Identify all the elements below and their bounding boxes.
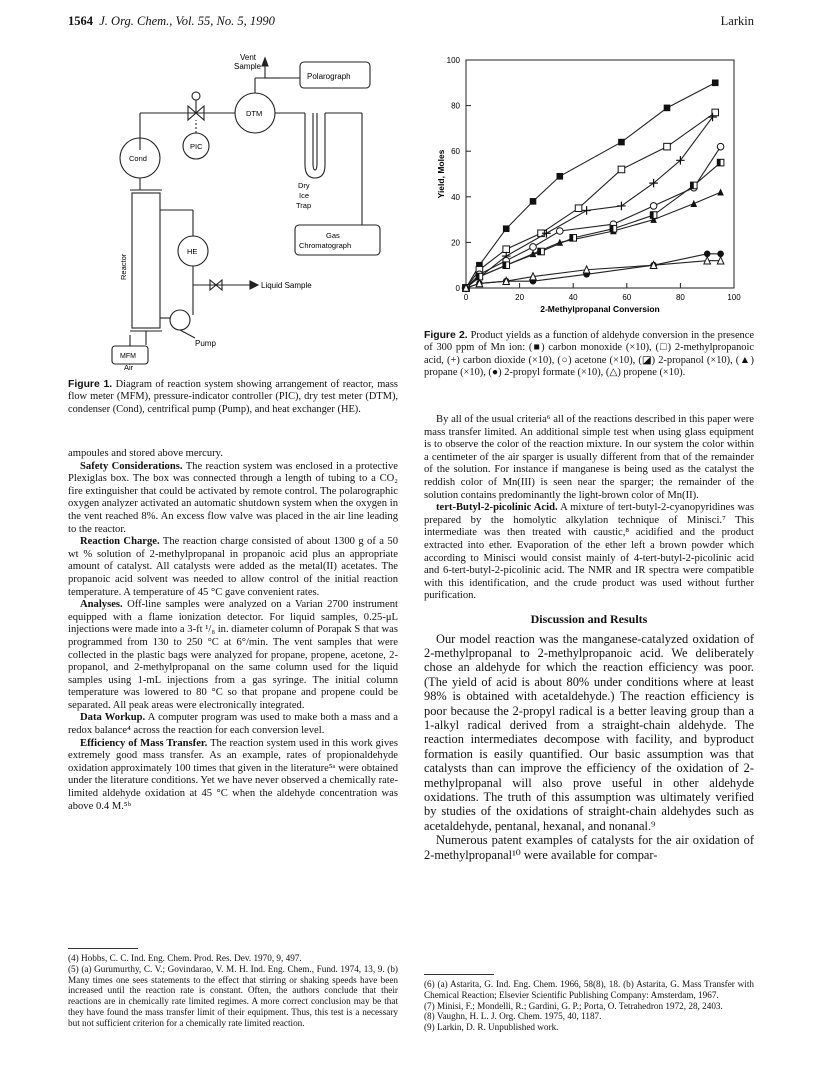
x-tick-label: 40 (568, 293, 578, 302)
label-reactor: Reactor (119, 253, 128, 280)
x-tick-label: 20 (515, 293, 525, 302)
x-tick-label: 100 (727, 293, 741, 302)
data-point (503, 262, 506, 269)
x-tick-label: 60 (622, 293, 632, 302)
paragraph: Off-line samples were analyzed on a Varian 2700 instrument equipped with a flame ionization detector. For liquid samples, 0.25-μL injections were made into a 3-ft ¹/₈ in. diameter column of Porapak S that was programmed from 130 to 250 °C at 6°/min. The vent samples that were collected in the plastic bags were analyzed for propane, propene, acetone, 2-propanol, and 2-methylpropanal on the same column used for the liquid samples using 1-mL injections from a gas syringe. The initial column temperature was lowered to 80 °C so that propane and propene could be separated. All peak areas were electronically integrated. (68, 599, 398, 711)
label-liquid-sample: Liquid Sample (261, 281, 312, 290)
y-tick-label: 80 (451, 101, 460, 111)
author-header: Larkin (720, 14, 754, 28)
y-tick-label: 60 (451, 147, 460, 157)
footnote: (8) Vaughn, H. L. J. Org. Chem. 1975, 40, 1187. (424, 1011, 602, 1022)
label-dtm: DTM (246, 109, 263, 118)
right-column-body (424, 414, 754, 862)
data-point (664, 105, 671, 112)
data-point (557, 173, 564, 180)
figure1-caption (68, 379, 398, 416)
data-point (503, 225, 510, 232)
data-point (610, 225, 613, 232)
data-point (530, 198, 537, 205)
label-cond: Cond (129, 154, 147, 163)
x-tick-label: 0 (463, 293, 469, 302)
data-point (664, 143, 671, 150)
data-point (618, 166, 625, 173)
label-pump: Pump (195, 339, 216, 348)
paragraph: The reaction charge consisted of about 1300 g of a 50 wt % solution of 2-methylpropanal in propanoic acid plus an appropriate amount of catalyst. All catalysts were added as the metal(II) acetates. The propanoic acid solvent was needed to allow control of the initial reaction temperature. A temperature of 45 °C gave convenient rates. (68, 536, 398, 598)
footnote-rule (424, 974, 494, 975)
label-pic: PIC (190, 142, 203, 151)
paragraph: The reaction system used in this work gives extremely good mass transfer. As an example, rates of propionaldehyde oxidation approximately 100 times that given in the literature⁵ᵃ were obtained under the literature conditions. Yet we have never observed a chemically rate-limited aldehyde oxidation at 45 °C when the aldehyde concentration was above 0.4 M.⁵ᵇ (68, 737, 398, 812)
data-point (476, 273, 479, 280)
label-dry: Dry (298, 181, 310, 190)
data-point (712, 80, 719, 87)
data-point (650, 203, 657, 210)
run-in-heading: Reaction Charge. (80, 536, 160, 548)
footnote: (6) (a) Astarita, G. Ind. Eng. Chem. 1966, 58(8), 18. (b) Astarita, G. Mass Transfer with Chemical Reaction; Elsevier Scientific Publishing Company: Amsterdam, 1967. (424, 979, 754, 1000)
y-tick-label: 20 (451, 238, 460, 248)
x-axis-label: 2-Methylpropanal Conversion (540, 304, 660, 314)
run-in-heading: Safety Considerations. (80, 460, 183, 472)
paragraph: Numerous patent examples of catalysts for the air oxidation of 2-methylpropanal¹⁰ were available for compar- (424, 833, 754, 862)
data-point (538, 248, 541, 255)
figure2-caption (424, 330, 754, 380)
figure2-caption-text: Product yields as a function of aldehyde conversion in the presence of 300 ppm of Mn ion: (■) carbon monoxide (×10), (□) 2-methylpropanoic acid, (+) carbon dioxide (×10), (○) acetone (×10), (◪) 2-propanol (×10), (▲) propane (×10), (●) 2-propyl formate (×10), (△) propene (×10). (424, 330, 754, 379)
label-polarograph: Polarograph (307, 72, 351, 81)
label-chromatograph: Chromatograph (299, 241, 352, 250)
run-in-heading: Efficiency of Mass Transfer. (80, 737, 208, 749)
data-point (570, 235, 573, 242)
label-sample: Sample (234, 62, 262, 71)
page-number: 1564 (68, 14, 93, 28)
paragraph: The reaction system was enclosed in a protective Plexiglas box. The box was connected through a length of tubing to a CO₂ fire extinguisher that could be activated by remote control. The polarographic oxygen analyzer activated an automatic shutdown system when the oxygen in the vent reached 8%. An excess flow valve was placed in the air line leading to the reactor. (68, 460, 398, 535)
label-trap: Trap (296, 201, 312, 210)
footnote: (7) Minisi, F.; Mondelli, R.; Gardini, G. P.; Porta, O. Tetrahedron 1972, 28, 2403. (424, 1000, 723, 1011)
paragraph: A computer program was used to make both a mass and a redox balance⁴ across the reaction for each conversion level. (68, 712, 398, 737)
data-point (618, 139, 625, 146)
label-he: HE (187, 247, 198, 256)
label-mfm: MFM (120, 353, 136, 360)
y-axis-label: Yield, Moles (436, 149, 446, 199)
figure1-diagram (100, 50, 390, 370)
paragraph: By all of the usual criteria⁶ all of the reactions described in this paper were mass transfer limited. An additional simple test when using glass equipment is to observe the color of the reaction mixture. In our system the color within a centimeter of the air sparger is usually different from that of the remainder of the solution. For instance if manganese is being used as the catalyst the reddish color of Mn(III) is seen near the sparger; the remainder of the solution contains predominantly the light-brown color of Mn(II). (424, 414, 754, 501)
left-column-body (68, 448, 398, 813)
data-point (530, 244, 537, 251)
paragraph: Our model reaction was the manganese-catalyzed oxidation of 2-methylpropanal to 2-methylpropanoic acid. We deliberately chose an aldehyde for which the reaction efficiency was poor. (The yield of acid is about 80% under conditions where at least 98% is obtained with acetaldehyde.) The reaction efficiency is poor because the 2-propyl radical is a better leaving group than a 1-alkyl radical derived from a straight-chain aldehyde. The reaction intermediates decompose with facility, and byproduct formation is easily quantified. Our basic assumption was that catalysts than can improve the efficiency of the oxidation of 2-methylpropanal will also prove useful in other aldehyde oxidations. The truth of this assumption was ultimately verified by studies of the oxidations of straight-chain aldehydes such as acetaldehyde, pentanal, hexanal, and nonanal.⁹ (424, 631, 754, 833)
figure2-caption-label: Figure 2. (424, 330, 468, 341)
paragraph: ampoules and stored above mercury. (68, 448, 223, 459)
label-gas: Gas (326, 231, 340, 240)
left-footnotes (68, 948, 398, 1029)
label-vent: Vent (240, 53, 257, 62)
figure1-caption-text: Diagram of reaction system showing arrangement of reactor, mass flow meter (MFM), pressure-indicator controller (PIC), dry test meter (DTM), condenser (Cond), centrifical pump (Pump), and heat exchanger (HE). (68, 379, 398, 415)
run-in-heading: tert-Butyl-2-picolinic Acid. (436, 502, 558, 514)
y-tick-label: 40 (451, 192, 460, 202)
data-point (650, 212, 653, 219)
data-point (717, 188, 724, 195)
running-header (68, 14, 275, 29)
footnote: (4) Hobbs, C. C. Ind. Eng. Chem. Prod. Res. Dev. 1970, 9, 497. (68, 953, 302, 963)
footnote: (5) (a) Gurumurthy, C. V.; Govindarao, V. M. H. Ind. Eng. Chem., Fund. 1974, 13, 9. (b) Many times one sees statements to the effect that stirring or shaking speeds have been increased until the reaction rate is constant. Often, the authors conclude that their reactions are in chemically rate limited regimes. A more correct conclusion may be that they have found the mass transfer limit of their equipment. Thus, this test is a necessary but not sufficient criterion for a chemically rate limited reaction. (68, 963, 398, 1028)
footnote: (9) Larkin, D. R. Unpublished work. (424, 1022, 559, 1033)
data-point (717, 159, 720, 166)
run-in-heading: Data Workup. (80, 712, 146, 724)
journal-citation: J. Org. Chem., Vol. 55, No. 5, 1990 (99, 14, 275, 28)
figure2-chart (424, 46, 754, 326)
footnote-rule (68, 948, 138, 949)
paragraph: A mixture of tert-butyl-2-cyanopyridines was prepared by the homolytic alkylation technique of Minisci.⁷ This intermediate was then treated with caustic,⁸ acidified and the product extracted into ether. Evaporation of the ether left a brown powder which according to Minisci would consist mainly of 4-tert-butyl-2-picolinic acid and 6-tert-butyl-2-picolinic acid. The NMR and IR spectra were compatible with this identification, and the crude product was used without further purification. (424, 502, 754, 602)
data-point (503, 246, 510, 253)
run-in-heading: Analyses. (80, 599, 123, 611)
label-ice: Ice (299, 191, 310, 200)
section-heading: Discussion and Results (530, 611, 648, 626)
y-tick-label: 100 (446, 56, 460, 65)
x-tick-label: 80 (675, 293, 685, 302)
label-air: Air (124, 363, 134, 370)
data-point (575, 205, 582, 212)
data-point (691, 200, 698, 207)
data-point (582, 206, 591, 215)
data-point (617, 202, 626, 211)
data-point (691, 182, 694, 189)
data-point (557, 228, 564, 235)
series-line (466, 83, 715, 288)
data-point (717, 143, 724, 150)
y-tick-label: 0 (455, 284, 460, 293)
figure1-caption-label: Figure 1. (68, 379, 113, 390)
right-footnotes (424, 974, 754, 1033)
